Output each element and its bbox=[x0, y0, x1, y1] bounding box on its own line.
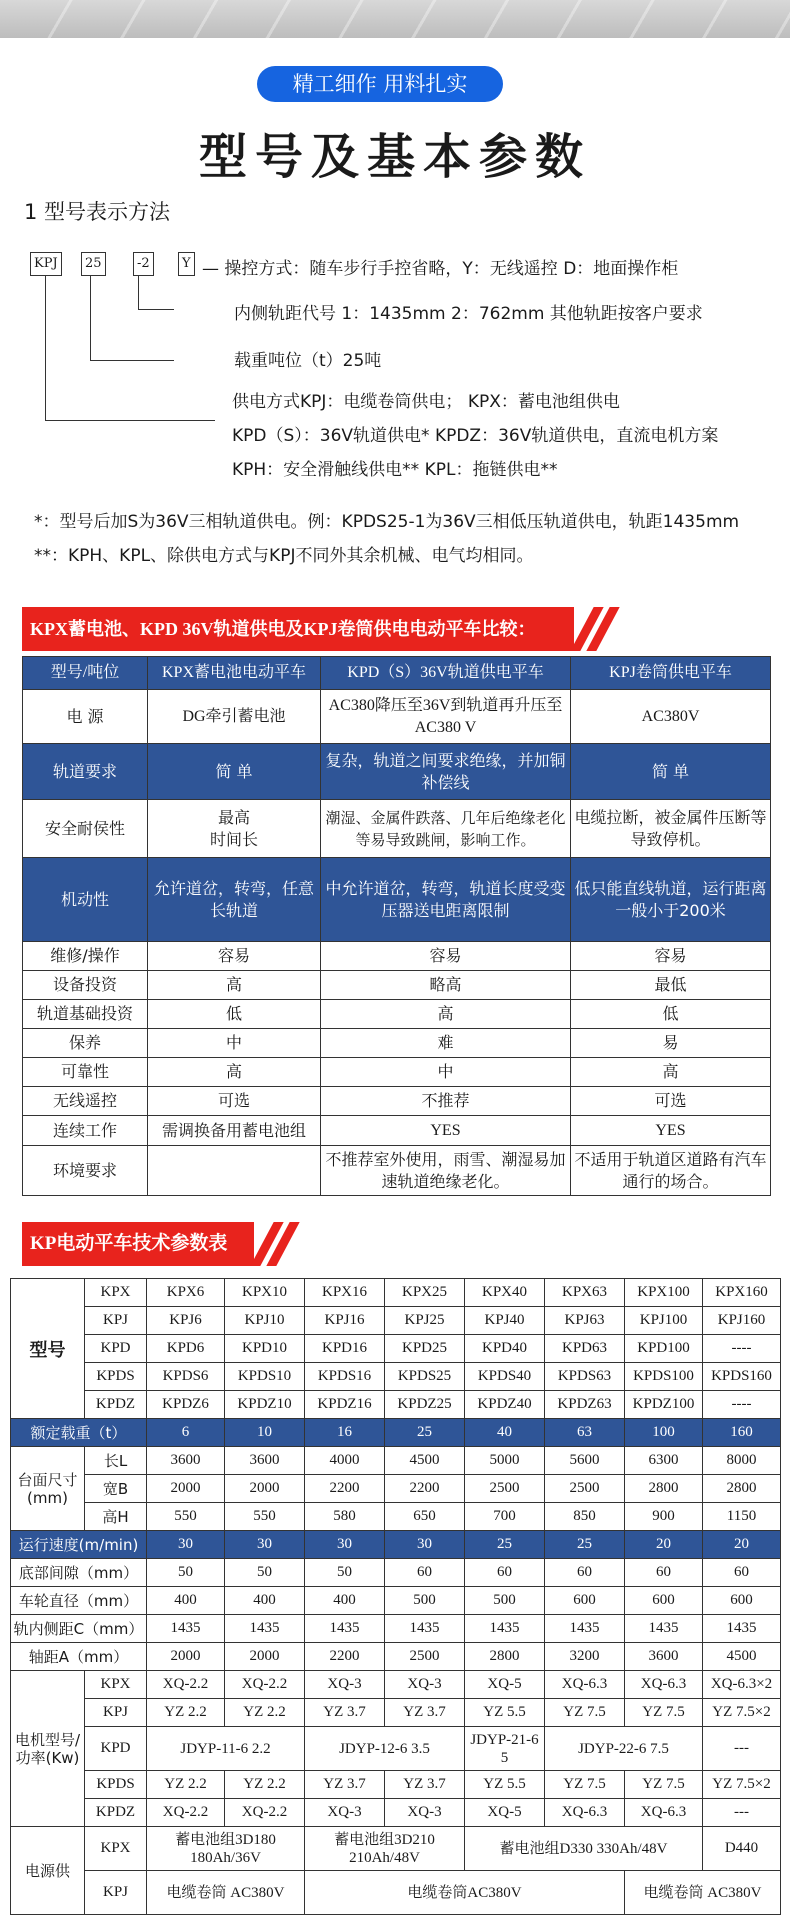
row-label: 轨道基础投资 bbox=[23, 1000, 148, 1029]
table-cell: 550 bbox=[225, 1503, 305, 1531]
table-cell: 30 bbox=[385, 1531, 465, 1559]
table-cell: XQ-3 bbox=[385, 1671, 465, 1699]
code-tonnage: 25 bbox=[81, 252, 106, 276]
table-cell: 高 bbox=[148, 1058, 321, 1087]
table-cell: KPJ16 bbox=[305, 1307, 385, 1335]
table-cell: KPDS63 bbox=[545, 1363, 625, 1391]
table-row bbox=[11, 1799, 781, 1827]
table-cell: KPX40 bbox=[465, 1279, 545, 1307]
table-cell: 60 bbox=[625, 1559, 703, 1587]
table-cell: 500 bbox=[385, 1587, 465, 1615]
sub-label: KPDS bbox=[85, 1771, 147, 1799]
table-cell: 2000 bbox=[225, 1475, 305, 1503]
table-cell: 高 bbox=[148, 971, 321, 1000]
table-cell: 850 bbox=[545, 1503, 625, 1531]
bracket-line bbox=[138, 309, 174, 310]
table-cell: KPD10 bbox=[225, 1335, 305, 1363]
sub-label: KPD bbox=[85, 1727, 147, 1771]
row-label: 车轮直径（mm） bbox=[11, 1587, 147, 1615]
row-label: 设备投资 bbox=[23, 971, 148, 1000]
table-cell: YZ 2.2 bbox=[147, 1771, 225, 1799]
table-cell: KPDS40 bbox=[465, 1363, 545, 1391]
table-cell: 400 bbox=[305, 1587, 385, 1615]
table-cell: 易 bbox=[571, 1029, 771, 1058]
table-cell: 1435 bbox=[225, 1615, 305, 1643]
table-cell: 4000 bbox=[305, 1447, 385, 1475]
table-cell: JDYP-11-6 2.2 bbox=[147, 1727, 305, 1771]
table-cell: 不适用于轨道区道路有汽车通行的场合。 bbox=[571, 1146, 771, 1196]
table-cell: 中 bbox=[148, 1029, 321, 1058]
table-cell: KPJ63 bbox=[545, 1307, 625, 1335]
table-cell: 1150 bbox=[703, 1503, 781, 1531]
table-cell: 不推荐室外使用，雨雪、潮湿易加速轨道绝缘老化。 bbox=[321, 1146, 571, 1196]
table-cell: --- bbox=[703, 1727, 781, 1771]
table-row bbox=[11, 1279, 781, 1307]
table-row bbox=[11, 1531, 781, 1559]
table-row bbox=[11, 1671, 781, 1699]
table-cell: KPD63 bbox=[545, 1335, 625, 1363]
page-title: 型号及基本参数 bbox=[198, 129, 591, 185]
table-cell: 6 bbox=[147, 1419, 225, 1447]
table-cell: --- bbox=[703, 1799, 781, 1827]
table-cell: 2800 bbox=[465, 1643, 545, 1671]
table-cell: 1435 bbox=[305, 1615, 385, 1643]
row-label: 保养 bbox=[23, 1029, 148, 1058]
table-cell: 500 bbox=[465, 1587, 545, 1615]
top-banner-texture bbox=[0, 0, 790, 38]
table-cell: 可选 bbox=[571, 1087, 771, 1116]
table-cell: KPJ40 bbox=[465, 1307, 545, 1335]
table-cell: KPD40 bbox=[465, 1335, 545, 1363]
row-label: 轨道要求 bbox=[23, 744, 148, 800]
row-label: 运行速度(m/min) bbox=[11, 1531, 147, 1559]
table-cell: XQ-2.2 bbox=[225, 1671, 305, 1699]
table-cell: 略高 bbox=[321, 971, 571, 1000]
sub-label: KPJ bbox=[85, 1871, 147, 1915]
table-cell: YZ 5.5 bbox=[465, 1699, 545, 1727]
table-cell: 1435 bbox=[703, 1615, 781, 1643]
table-cell: XQ-5 bbox=[465, 1799, 545, 1827]
row-label: 安全耐侯性 bbox=[23, 800, 148, 858]
notation-power-3: KPH：安全滑触线供电** KPL：拖链供电** bbox=[232, 460, 558, 480]
table-cell: 电缆卷筒 AC380V bbox=[147, 1871, 305, 1915]
table-row bbox=[11, 1643, 781, 1671]
table-cell: YZ 3.7 bbox=[385, 1699, 465, 1727]
table-cell: KPD100 bbox=[625, 1335, 703, 1363]
comparison-table bbox=[22, 656, 771, 1196]
table-cell: 25 bbox=[465, 1531, 545, 1559]
table-cell: 400 bbox=[225, 1587, 305, 1615]
table-cell: 中允许道岔，转弯，轨道长度受变压器送电距离限制 bbox=[321, 858, 571, 942]
table-cell: 允许道岔，转弯，任意长轨道 bbox=[148, 858, 321, 942]
table-cell: 30 bbox=[305, 1531, 385, 1559]
table-cell: YES bbox=[321, 1116, 571, 1146]
table-cell: ---- bbox=[703, 1391, 781, 1419]
table-cell: YZ 2.2 bbox=[147, 1699, 225, 1727]
table-cell: 3600 bbox=[625, 1643, 703, 1671]
table-row bbox=[11, 1307, 781, 1335]
sub-label: KPJ bbox=[85, 1699, 147, 1727]
table-cell: 63 bbox=[545, 1419, 625, 1447]
table-cell: 580 bbox=[305, 1503, 385, 1531]
sub-label: KPDZ bbox=[85, 1391, 147, 1419]
table-cell: 2800 bbox=[625, 1475, 703, 1503]
table-cell: KPDS6 bbox=[147, 1363, 225, 1391]
table-cell: KPJ100 bbox=[625, 1307, 703, 1335]
table-cell: XQ-2.2 bbox=[147, 1799, 225, 1827]
table-row bbox=[11, 1447, 781, 1475]
table-cell: KPDZ25 bbox=[385, 1391, 465, 1419]
table-cell: YZ 7.5 bbox=[545, 1699, 625, 1727]
table-cell: 550 bbox=[147, 1503, 225, 1531]
table-cell: 5600 bbox=[545, 1447, 625, 1475]
slogan-badge: 精工细作 用料扎实 bbox=[257, 66, 503, 102]
table-cell: 2500 bbox=[385, 1643, 465, 1671]
table-cell: 5000 bbox=[465, 1447, 545, 1475]
table-cell: 低 bbox=[148, 1000, 321, 1029]
table-cell: KPX16 bbox=[305, 1279, 385, 1307]
table-cell: KPDZ63 bbox=[545, 1391, 625, 1419]
table-cell: 1435 bbox=[147, 1615, 225, 1643]
table-cell: XQ-2.2 bbox=[225, 1799, 305, 1827]
table-cell: AC380V bbox=[571, 690, 771, 744]
table-cell: KPD16 bbox=[305, 1335, 385, 1363]
table-cell: KPDZ40 bbox=[465, 1391, 545, 1419]
table-cell: KPDZ16 bbox=[305, 1391, 385, 1419]
sub-label: 长L bbox=[85, 1447, 147, 1475]
table-cell: 低 bbox=[571, 1000, 771, 1029]
table-cell: 60 bbox=[545, 1559, 625, 1587]
table-cell: XQ-3 bbox=[385, 1799, 465, 1827]
footnote-2: **：KPH、KPL、除供电方式与KPJ不同外其余机械、电气均相同。 bbox=[34, 546, 534, 566]
table-cell: 2500 bbox=[465, 1475, 545, 1503]
table-cell: KPDS16 bbox=[305, 1363, 385, 1391]
notation-power-2: KPD（S）：36V轨道供电* KPDZ：36V轨道供电，直流电机方案 bbox=[232, 426, 719, 446]
sub-label: KPD bbox=[85, 1335, 147, 1363]
section-heading: 1 型号表示方法 bbox=[24, 200, 171, 224]
table-row bbox=[11, 1335, 781, 1363]
table-cell: JDYP-21-6 5 bbox=[465, 1727, 545, 1771]
table-cell: XQ-5 bbox=[465, 1671, 545, 1699]
table-cell: YZ 7.5×2 bbox=[703, 1771, 781, 1799]
table-cell: 6300 bbox=[625, 1447, 703, 1475]
table-cell: 容易 bbox=[148, 942, 321, 971]
table-cell: KPX63 bbox=[545, 1279, 625, 1307]
table-cell: 电缆卷筒AC380V bbox=[305, 1871, 625, 1915]
table-cell: YZ 3.7 bbox=[305, 1699, 385, 1727]
table-cell: KPDS10 bbox=[225, 1363, 305, 1391]
table-cell: YZ 7.5 bbox=[625, 1699, 703, 1727]
table-cell: 60 bbox=[385, 1559, 465, 1587]
table-cell: KPDZ10 bbox=[225, 1391, 305, 1419]
table-cell: ---- bbox=[703, 1335, 781, 1363]
table-cell: XQ-6.3 bbox=[545, 1799, 625, 1827]
table-cell: KPDS25 bbox=[385, 1363, 465, 1391]
row-label: 维修/操作 bbox=[23, 942, 148, 971]
tech-params-table bbox=[10, 1278, 781, 1915]
table-row bbox=[11, 1615, 781, 1643]
table-cell: 复杂，轨道之间要求绝缘，并加铜补偿线 bbox=[321, 744, 571, 800]
row-label: 轨内侧距C（mm） bbox=[11, 1615, 147, 1643]
table-cell: KPX10 bbox=[225, 1279, 305, 1307]
table-cell: YZ 2.2 bbox=[225, 1699, 305, 1727]
row-label: 额定载重（t） bbox=[11, 1419, 147, 1447]
table-cell: KPJ10 bbox=[225, 1307, 305, 1335]
table-row bbox=[11, 1771, 781, 1799]
table-cell: 4500 bbox=[385, 1447, 465, 1475]
table-cell: 2200 bbox=[385, 1475, 465, 1503]
table-cell: YZ 2.2 bbox=[225, 1771, 305, 1799]
table-cell: 8000 bbox=[703, 1447, 781, 1475]
table-cell: 2000 bbox=[225, 1643, 305, 1671]
table-cell: 蓄电池组D330 330Ah/48V bbox=[465, 1827, 703, 1871]
table-cell: 600 bbox=[625, 1587, 703, 1615]
sub-label: KPX bbox=[85, 1279, 147, 1307]
table-row bbox=[11, 1363, 781, 1391]
table-cell: 2000 bbox=[147, 1643, 225, 1671]
sub-label: KPDS bbox=[85, 1363, 147, 1391]
table-cell: 900 bbox=[625, 1503, 703, 1531]
table-cell: 中 bbox=[321, 1058, 571, 1087]
table-cell: 简 单 bbox=[148, 744, 321, 800]
bracket-line bbox=[90, 276, 91, 361]
table-row bbox=[11, 1699, 781, 1727]
table-cell: 400 bbox=[147, 1587, 225, 1615]
column-header: KPD（S）36V轨道供电平车 bbox=[321, 657, 571, 690]
table-cell: YES bbox=[571, 1116, 771, 1146]
table-row bbox=[11, 1827, 781, 1871]
table-cell: 25 bbox=[385, 1419, 465, 1447]
sub-label: KPX bbox=[85, 1671, 147, 1699]
table-cell: 电缆卷筒 AC380V bbox=[625, 1871, 781, 1915]
table-row bbox=[11, 1475, 781, 1503]
table-cell: 50 bbox=[147, 1559, 225, 1587]
table-cell: 容易 bbox=[321, 942, 571, 971]
table-cell: KPD25 bbox=[385, 1335, 465, 1363]
table-cell: YZ 5.5 bbox=[465, 1771, 545, 1799]
table-cell: 10 bbox=[225, 1419, 305, 1447]
table-cell: KPX6 bbox=[147, 1279, 225, 1307]
row-label: 可靠性 bbox=[23, 1058, 148, 1087]
sub-label: KPJ bbox=[85, 1307, 147, 1335]
bracket-line bbox=[138, 276, 139, 310]
table-cell: 2200 bbox=[305, 1643, 385, 1671]
table-cell: 4500 bbox=[703, 1643, 781, 1671]
table-cell bbox=[148, 1146, 321, 1196]
table-cell: 3600 bbox=[225, 1447, 305, 1475]
table-cell: 最低 bbox=[571, 971, 771, 1000]
table-cell: JDYP-22-6 7.5 bbox=[545, 1727, 703, 1771]
table-cell: 简 单 bbox=[571, 744, 771, 800]
table-row bbox=[11, 1587, 781, 1615]
table-cell: 700 bbox=[465, 1503, 545, 1531]
table-cell: XQ-6.3 bbox=[545, 1671, 625, 1699]
notation-control: — 操控方式：随车步行手控省略，Y：无线遥控 D：地面操作柜 bbox=[202, 259, 679, 279]
table-cell: 1435 bbox=[385, 1615, 465, 1643]
table-cell: 潮湿、金属件跌落、几年后绝缘老化等易导致跳闸，影响工作。 bbox=[321, 800, 571, 858]
sub-label: KPX bbox=[85, 1827, 147, 1871]
table-cell: XQ-6.3 bbox=[625, 1799, 703, 1827]
table-cell: 2200 bbox=[305, 1475, 385, 1503]
table-cell: KPX100 bbox=[625, 1279, 703, 1307]
row-label: 型号 bbox=[11, 1279, 85, 1419]
sub-label: 高H bbox=[85, 1503, 147, 1531]
table-cell: 难 bbox=[321, 1029, 571, 1058]
table-cell: XQ-6.3 bbox=[625, 1671, 703, 1699]
column-header: KPJ卷筒供电平车 bbox=[571, 657, 771, 690]
table-cell: JDYP-12-6 3.5 bbox=[305, 1727, 465, 1771]
table-cell: 1435 bbox=[465, 1615, 545, 1643]
table-cell: 30 bbox=[225, 1531, 305, 1559]
table-cell: 可选 bbox=[148, 1087, 321, 1116]
table-cell: 1435 bbox=[625, 1615, 703, 1643]
row-label: 轴距A（mm） bbox=[11, 1643, 147, 1671]
code-control: Y bbox=[178, 252, 195, 276]
table-cell: 60 bbox=[703, 1559, 781, 1587]
table-cell: 2800 bbox=[703, 1475, 781, 1503]
table-cell: XQ-3 bbox=[305, 1799, 385, 1827]
table-cell: 20 bbox=[625, 1531, 703, 1559]
table-cell: 3200 bbox=[545, 1643, 625, 1671]
table-row bbox=[11, 1419, 781, 1447]
table-cell: 600 bbox=[703, 1587, 781, 1615]
table-cell: KPDS100 bbox=[625, 1363, 703, 1391]
table-cell: XQ-3 bbox=[305, 1671, 385, 1699]
column-header: 型号/吨位 bbox=[23, 657, 148, 690]
bracket-line bbox=[45, 276, 46, 421]
bracket-line bbox=[45, 420, 215, 421]
table-cell: KPX25 bbox=[385, 1279, 465, 1307]
table-cell: 2500 bbox=[545, 1475, 625, 1503]
table-cell: KPDZ100 bbox=[625, 1391, 703, 1419]
table-cell: D440 bbox=[703, 1827, 781, 1871]
table-cell: 160 bbox=[703, 1419, 781, 1447]
table-cell: YZ 3.7 bbox=[385, 1771, 465, 1799]
table-cell: 高 bbox=[321, 1000, 571, 1029]
table-cell: 不推荐 bbox=[321, 1087, 571, 1116]
row-label: 连续工作 bbox=[23, 1116, 148, 1146]
table-cell: 50 bbox=[305, 1559, 385, 1587]
row-label: 无线遥控 bbox=[23, 1087, 148, 1116]
table-cell: 需调换备用蓄电池组 bbox=[148, 1116, 321, 1146]
code-series: KPJ bbox=[30, 252, 62, 276]
table-cell: DG牵引蓄电池 bbox=[148, 690, 321, 744]
notation-gauge: 内侧轨距代号 1：1435mm 2：762mm 其他轨距按客户要求 bbox=[234, 304, 703, 324]
table-cell: 50 bbox=[225, 1559, 305, 1587]
table-cell: KPDZ6 bbox=[147, 1391, 225, 1419]
table-cell: 3600 bbox=[147, 1447, 225, 1475]
column-header: KPX蓄电池电动平车 bbox=[148, 657, 321, 690]
table-row bbox=[11, 1559, 781, 1587]
table-cell: KPX160 bbox=[703, 1279, 781, 1307]
table-cell: KPJ25 bbox=[385, 1307, 465, 1335]
table-cell: AC380降压至36V到轨道再升压至AC380 V bbox=[321, 690, 571, 744]
row-label: 机动性 bbox=[23, 858, 148, 942]
table-cell: XQ-6.3×2 bbox=[703, 1671, 781, 1699]
table-cell: 高 bbox=[571, 1058, 771, 1087]
table-cell: 蓄电池组3D210 210Ah/48V bbox=[305, 1827, 465, 1871]
table-cell: 蓄电池组3D180 180Ah/36V bbox=[147, 1827, 305, 1871]
table-cell: 最高 时间长 bbox=[148, 800, 321, 858]
row-label: 电源供 bbox=[11, 1827, 85, 1915]
table-cell: YZ 7.5 bbox=[625, 1771, 703, 1799]
code-gauge: -2 bbox=[133, 252, 154, 276]
footnote-1: *：型号后加S为36V三相轨道供电。例：KPDS25-1为36V三相低压轨道供电，轨距1435mm bbox=[34, 512, 740, 532]
row-label: 电机型号/功率(Kw) bbox=[11, 1671, 85, 1827]
table-cell: 电缆拉断，被金属件压断等导致停机。 bbox=[571, 800, 771, 858]
table-cell: 40 bbox=[465, 1419, 545, 1447]
tech-table-title: KP电动平车技术参数表 bbox=[22, 1222, 254, 1266]
bracket-line bbox=[90, 360, 174, 361]
row-label: 电 源 bbox=[23, 690, 148, 744]
table-cell: 容易 bbox=[571, 942, 771, 971]
table-cell: KPD6 bbox=[147, 1335, 225, 1363]
table-cell: 650 bbox=[385, 1503, 465, 1531]
table-cell: YZ 7.5 bbox=[545, 1771, 625, 1799]
table-cell: 60 bbox=[465, 1559, 545, 1587]
table-cell: KPJ160 bbox=[703, 1307, 781, 1335]
table-cell: 30 bbox=[147, 1531, 225, 1559]
row-label: 台面尺寸(mm) bbox=[11, 1447, 85, 1531]
table-cell: YZ 3.7 bbox=[305, 1771, 385, 1799]
table-cell: KPDS160 bbox=[703, 1363, 781, 1391]
notation-load: 载重吨位（t）25吨 bbox=[234, 351, 382, 371]
table-cell: 2000 bbox=[147, 1475, 225, 1503]
table-cell: 16 bbox=[305, 1419, 385, 1447]
table-row bbox=[11, 1727, 781, 1771]
table-cell: 20 bbox=[703, 1531, 781, 1559]
table-cell: 低只能直线轨道，运行距离一般小于200米 bbox=[571, 858, 771, 942]
row-label: 底部间隙（mm） bbox=[11, 1559, 147, 1587]
table-cell: 100 bbox=[625, 1419, 703, 1447]
table-row bbox=[11, 1503, 781, 1531]
table-cell: YZ 7.5×2 bbox=[703, 1699, 781, 1727]
row-label: 环境要求 bbox=[23, 1146, 148, 1196]
sub-label: 宽B bbox=[85, 1475, 147, 1503]
table-cell: 1435 bbox=[545, 1615, 625, 1643]
notation-power-1: 供电方式KPJ：电缆卷筒供电； KPX：蓄电池组供电 bbox=[232, 392, 620, 412]
table-cell: XQ-2.2 bbox=[147, 1671, 225, 1699]
table-cell: KPJ6 bbox=[147, 1307, 225, 1335]
table-cell: 600 bbox=[545, 1587, 625, 1615]
comparison-title: KPX蓄电池、KPD 36V轨道供电及KPJ卷筒供电电动平车比较： bbox=[22, 607, 574, 651]
table-row bbox=[11, 1391, 781, 1419]
sub-label: KPDZ bbox=[85, 1799, 147, 1827]
table-cell: 25 bbox=[545, 1531, 625, 1559]
table-row bbox=[11, 1871, 781, 1915]
